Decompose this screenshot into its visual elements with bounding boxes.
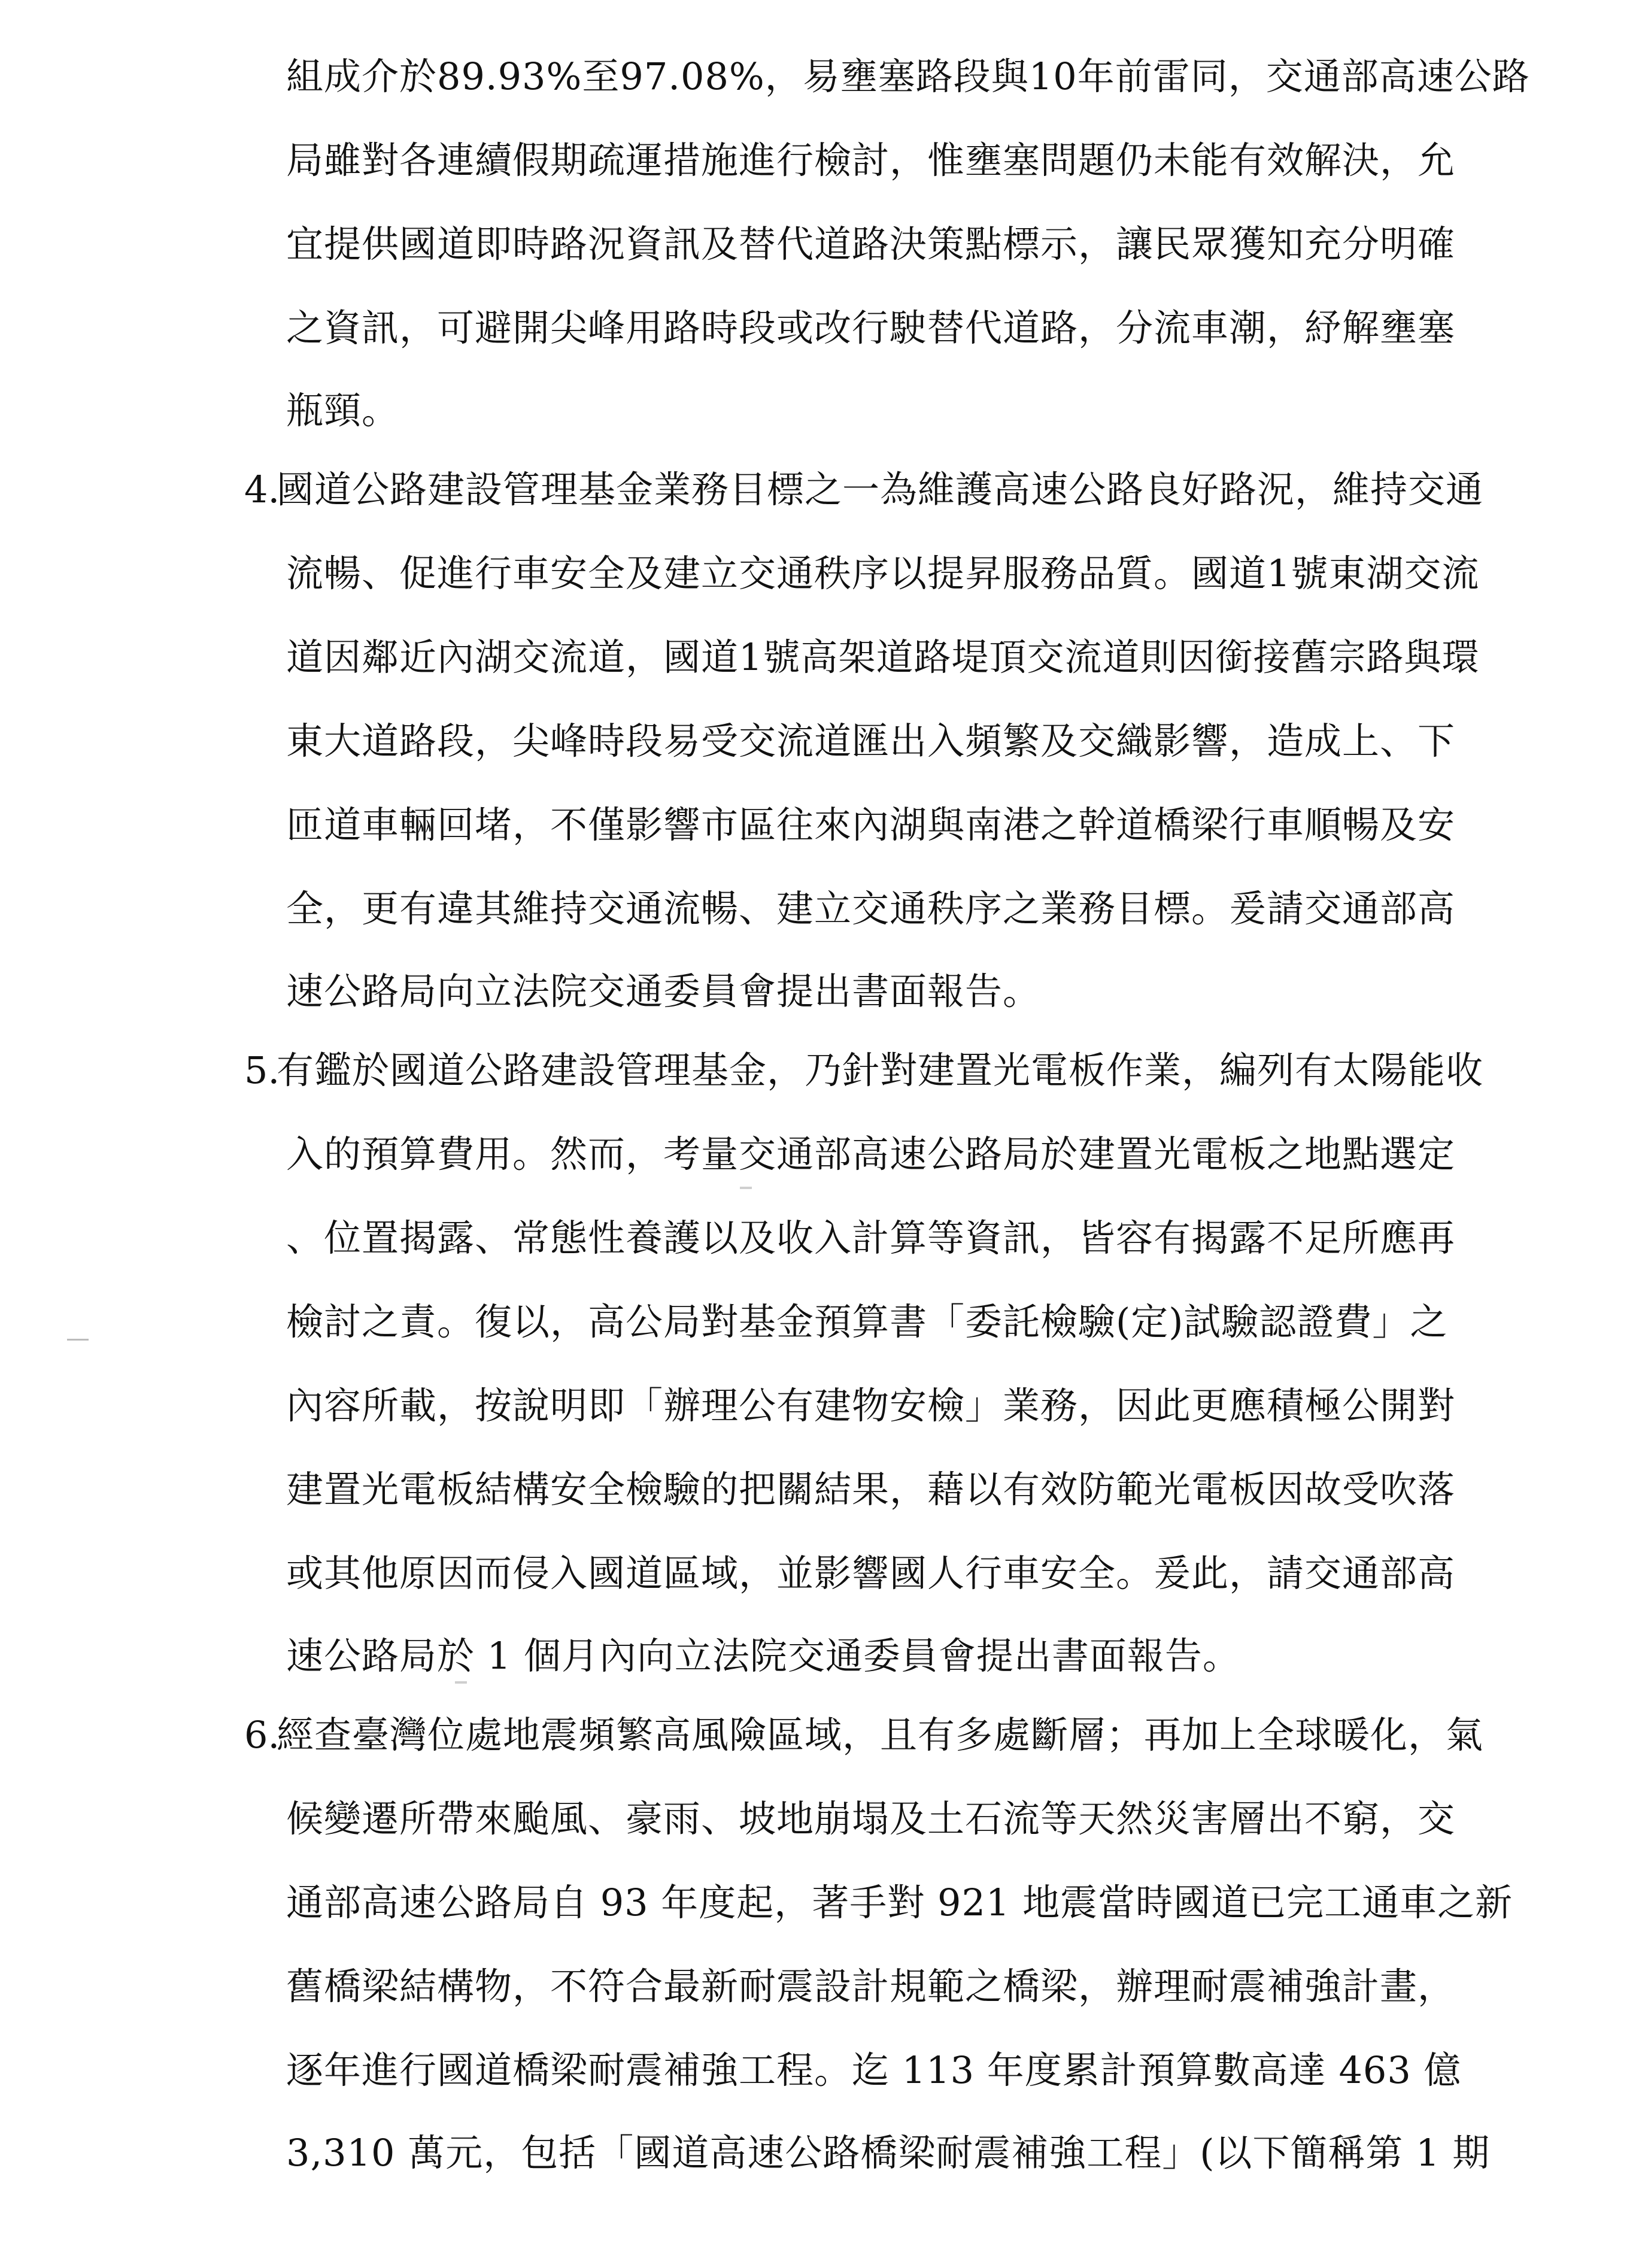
text-line: 檢討之責。復以，高公局對基金預算書「委託檢驗(定)試驗認證費」之 xyxy=(286,1300,1448,1344)
scan-speck xyxy=(740,1187,752,1189)
text-line: 局雖對各連續假期疏運措施進行檢討，惟壅塞問題仍未能有效解決，允 xyxy=(286,138,1456,182)
scan-margin-mark xyxy=(67,1339,89,1341)
text-line: 候變遷所帶來颱風、豪雨、坡地崩塌及土石流等天然災害層出不窮，交 xyxy=(286,1797,1456,1841)
text-line: 流暢、促進行車安全及建立交通秩序以提昇服務品質。國道1號東湖交流 xyxy=(286,551,1480,595)
text-line: 道因鄰近內湖交流道，國道1號高架道路堤頂交流道則因銜接舊宗路與環 xyxy=(286,635,1480,679)
text-line: 匝道車輛回堵，不僅影響市區往來內湖與南港之幹道橋梁行車順暢及安 xyxy=(286,803,1456,847)
text-line: 全，更有違其維持交通流暢、建立交通秩序之業務目標。爰請交通部高 xyxy=(286,887,1456,930)
text-line: 逐年進行國道橋梁耐震補強工程。迄 113 年度累計預算數高達 463 億 xyxy=(286,2048,1462,2092)
text-line: 入的預算費用。然而，考量交通部高速公路局於建置光電板之地點選定 xyxy=(286,1132,1456,1176)
scan-speck xyxy=(455,1681,467,1684)
item-number: 6. xyxy=(244,1713,280,1757)
text-line: 建置光電板結構安全檢驗的把關結果，藉以有效防範光電板因故受吹落 xyxy=(286,1467,1456,1511)
text-line: 東大道路段，尖峰時段易受交流道匯出入頻繁及交織影響，造成上、下 xyxy=(286,719,1456,763)
text-line: 國道公路建設管理基金業務目標之一為維護高速公路良好路況，維持交通 xyxy=(277,468,1484,511)
text-line: 舊橋梁結構物，不符合最新耐震設計規範之橋梁，辦理耐震補強計畫， xyxy=(286,1964,1456,2008)
text-line: 通部高速公路局自 93 年度起，著手對 921 地震當時國道已完工通車之新 xyxy=(286,1881,1513,1924)
text-line: 速公路局於 1 個月內向立法院交通委員會提出書面報告。 xyxy=(286,1634,1240,1678)
text-line: 之資訊，可避開尖峰用路時段或改行駛替代道路，分流車潮，紓解壅塞 xyxy=(286,306,1456,350)
text-line: 或其他原因而侵入國道區域，並影響國人行車安全。爰此，請交通部高 xyxy=(286,1551,1456,1595)
text-line: 速公路局向立法院交通委員會提出書面報告。 xyxy=(286,969,1041,1013)
text-line: 3,310 萬元，包括「國道高速公路橋梁耐震補強工程」(以下簡稱第 1 期 xyxy=(286,2131,1491,2175)
text-line: 宜提供國道即時路況資訊及替代道路決策點標示，讓民眾獲知充分明確 xyxy=(286,222,1456,266)
text-line: 、位置揭露、常態性養護以及收入計算等資訊，皆容有揭露不足所應再 xyxy=(286,1216,1456,1260)
text-line: 內容所載，按說明即「辦理公有建物安檢」業務，因此更應積極公開對 xyxy=(286,1384,1456,1427)
text-line: 瓶頸。 xyxy=(286,389,400,432)
item-number: 5. xyxy=(244,1048,280,1092)
text-line: 經查臺灣位處地震頻繁高風險區域，且有多處斷層；再加上全球暖化，氣 xyxy=(277,1713,1484,1757)
item-number: 4. xyxy=(244,468,280,511)
text-line: 組成介於89.93%至97.08%，易壅塞路段與10年前雷同，交通部高速公路 xyxy=(286,54,1530,98)
text-line: 有鑑於國道公路建設管理基金，乃針對建置光電板作業，編列有太陽能收 xyxy=(277,1048,1484,1092)
